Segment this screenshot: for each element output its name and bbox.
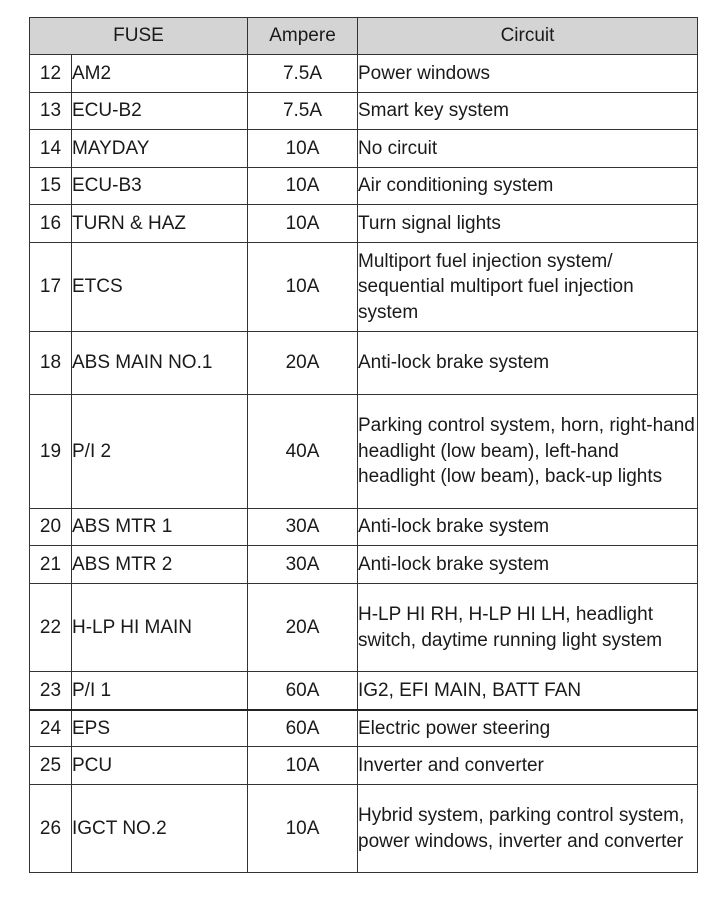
table-row (30, 332, 698, 395)
fuse-ampere: 30A (248, 509, 358, 546)
fuse-number: 17 (30, 243, 72, 332)
table-row (30, 509, 698, 546)
fuse-name: PCU (72, 747, 248, 785)
table-row (30, 168, 698, 205)
header-circuit: Circuit (358, 18, 698, 55)
fuse-number: 21 (30, 546, 72, 584)
fuse-circuit: Anti-lock brake system (358, 546, 698, 584)
fuse-ampere: 40A (248, 395, 358, 509)
fuse-name: MAYDAY (72, 130, 248, 168)
fuse-ampere: 10A (248, 168, 358, 205)
table-row (30, 205, 698, 243)
fuse-circuit: Hybrid system, parking control system, power windows, inverter and converter (358, 785, 698, 873)
fuse-circuit: Turn signal lights (358, 205, 698, 243)
fuse-number: 23 (30, 672, 72, 710)
header-ampere: Ampere (248, 18, 358, 55)
fuse-number: 24 (30, 710, 72, 747)
fuse-name: ETCS (72, 243, 248, 332)
fuse-table (29, 17, 698, 873)
fuse-name: ECU-B2 (72, 93, 248, 130)
table-row (30, 395, 698, 509)
table-row (30, 672, 698, 710)
table-row (30, 710, 698, 747)
table-row (30, 584, 698, 672)
fuse-circuit: Smart key system (358, 93, 698, 130)
fuse-circuit: H-LP HI RH, H-LP HI LH, headlight switch, daytime running light system (358, 584, 698, 672)
fuse-ampere: 7.5A (248, 55, 358, 93)
fuse-circuit: Inverter and converter (358, 747, 698, 785)
fuse-name: ABS MTR 2 (72, 546, 248, 584)
table-row (30, 93, 698, 130)
table-row (30, 747, 698, 785)
fuse-ampere: 10A (248, 747, 358, 785)
fuse-name: EPS (72, 710, 248, 747)
table-row (30, 243, 698, 332)
fuse-name: P/I 2 (72, 395, 248, 509)
fuse-circuit: Parking control system, horn, right-hand headlight (low beam), left-hand headlight (low beam), back-up lights (358, 395, 698, 509)
table-row (30, 130, 698, 168)
fuse-name: H-LP HI MAIN (72, 584, 248, 672)
table-row (30, 546, 698, 584)
fuse-name: TURN & HAZ (72, 205, 248, 243)
fuse-ampere: 60A (248, 672, 358, 710)
fuse-number: 15 (30, 168, 72, 205)
fuse-ampere: 30A (248, 546, 358, 584)
fuse-ampere: 10A (248, 243, 358, 332)
fuse-ampere: 10A (248, 130, 358, 168)
header-fuse: FUSE (30, 18, 248, 55)
fuse-name: ECU-B3 (72, 168, 248, 205)
fuse-number: 22 (30, 584, 72, 672)
fuse-number: 16 (30, 205, 72, 243)
fuse-ampere: 60A (248, 710, 358, 747)
fuse-name: ABS MAIN NO.1 (72, 332, 248, 395)
fuse-circuit: No circuit (358, 130, 698, 168)
table-row (30, 55, 698, 93)
fuse-number: 25 (30, 747, 72, 785)
table-header-row (30, 18, 698, 55)
fuse-ampere: 10A (248, 785, 358, 873)
fuse-name: P/I 1 (72, 672, 248, 710)
fuse-ampere: 20A (248, 584, 358, 672)
fuse-circuit: Electric power steering (358, 710, 698, 747)
fuse-circuit: Multiport fuel injection system/ sequential multiport fuel injection system (358, 243, 698, 332)
fuse-circuit: Power windows (358, 55, 698, 93)
fuse-circuit: Anti-lock brake system (358, 509, 698, 546)
fuse-circuit: IG2, EFI MAIN, BATT FAN (358, 672, 698, 710)
fuse-number: 20 (30, 509, 72, 546)
fuse-ampere: 10A (248, 205, 358, 243)
fuse-number: 19 (30, 395, 72, 509)
fuse-circuit: Air conditioning system (358, 168, 698, 205)
fuse-ampere: 20A (248, 332, 358, 395)
fuse-number: 14 (30, 130, 72, 168)
fuse-name: AM2 (72, 55, 248, 93)
fuse-number: 13 (30, 93, 72, 130)
fuse-name: ABS MTR 1 (72, 509, 248, 546)
fuse-number: 18 (30, 332, 72, 395)
fuse-circuit: Anti-lock brake system (358, 332, 698, 395)
fuse-number: 26 (30, 785, 72, 873)
fuse-number: 12 (30, 55, 72, 93)
fuse-name: IGCT NO.2 (72, 785, 248, 873)
fuse-ampere: 7.5A (248, 93, 358, 130)
table-row (30, 785, 698, 873)
